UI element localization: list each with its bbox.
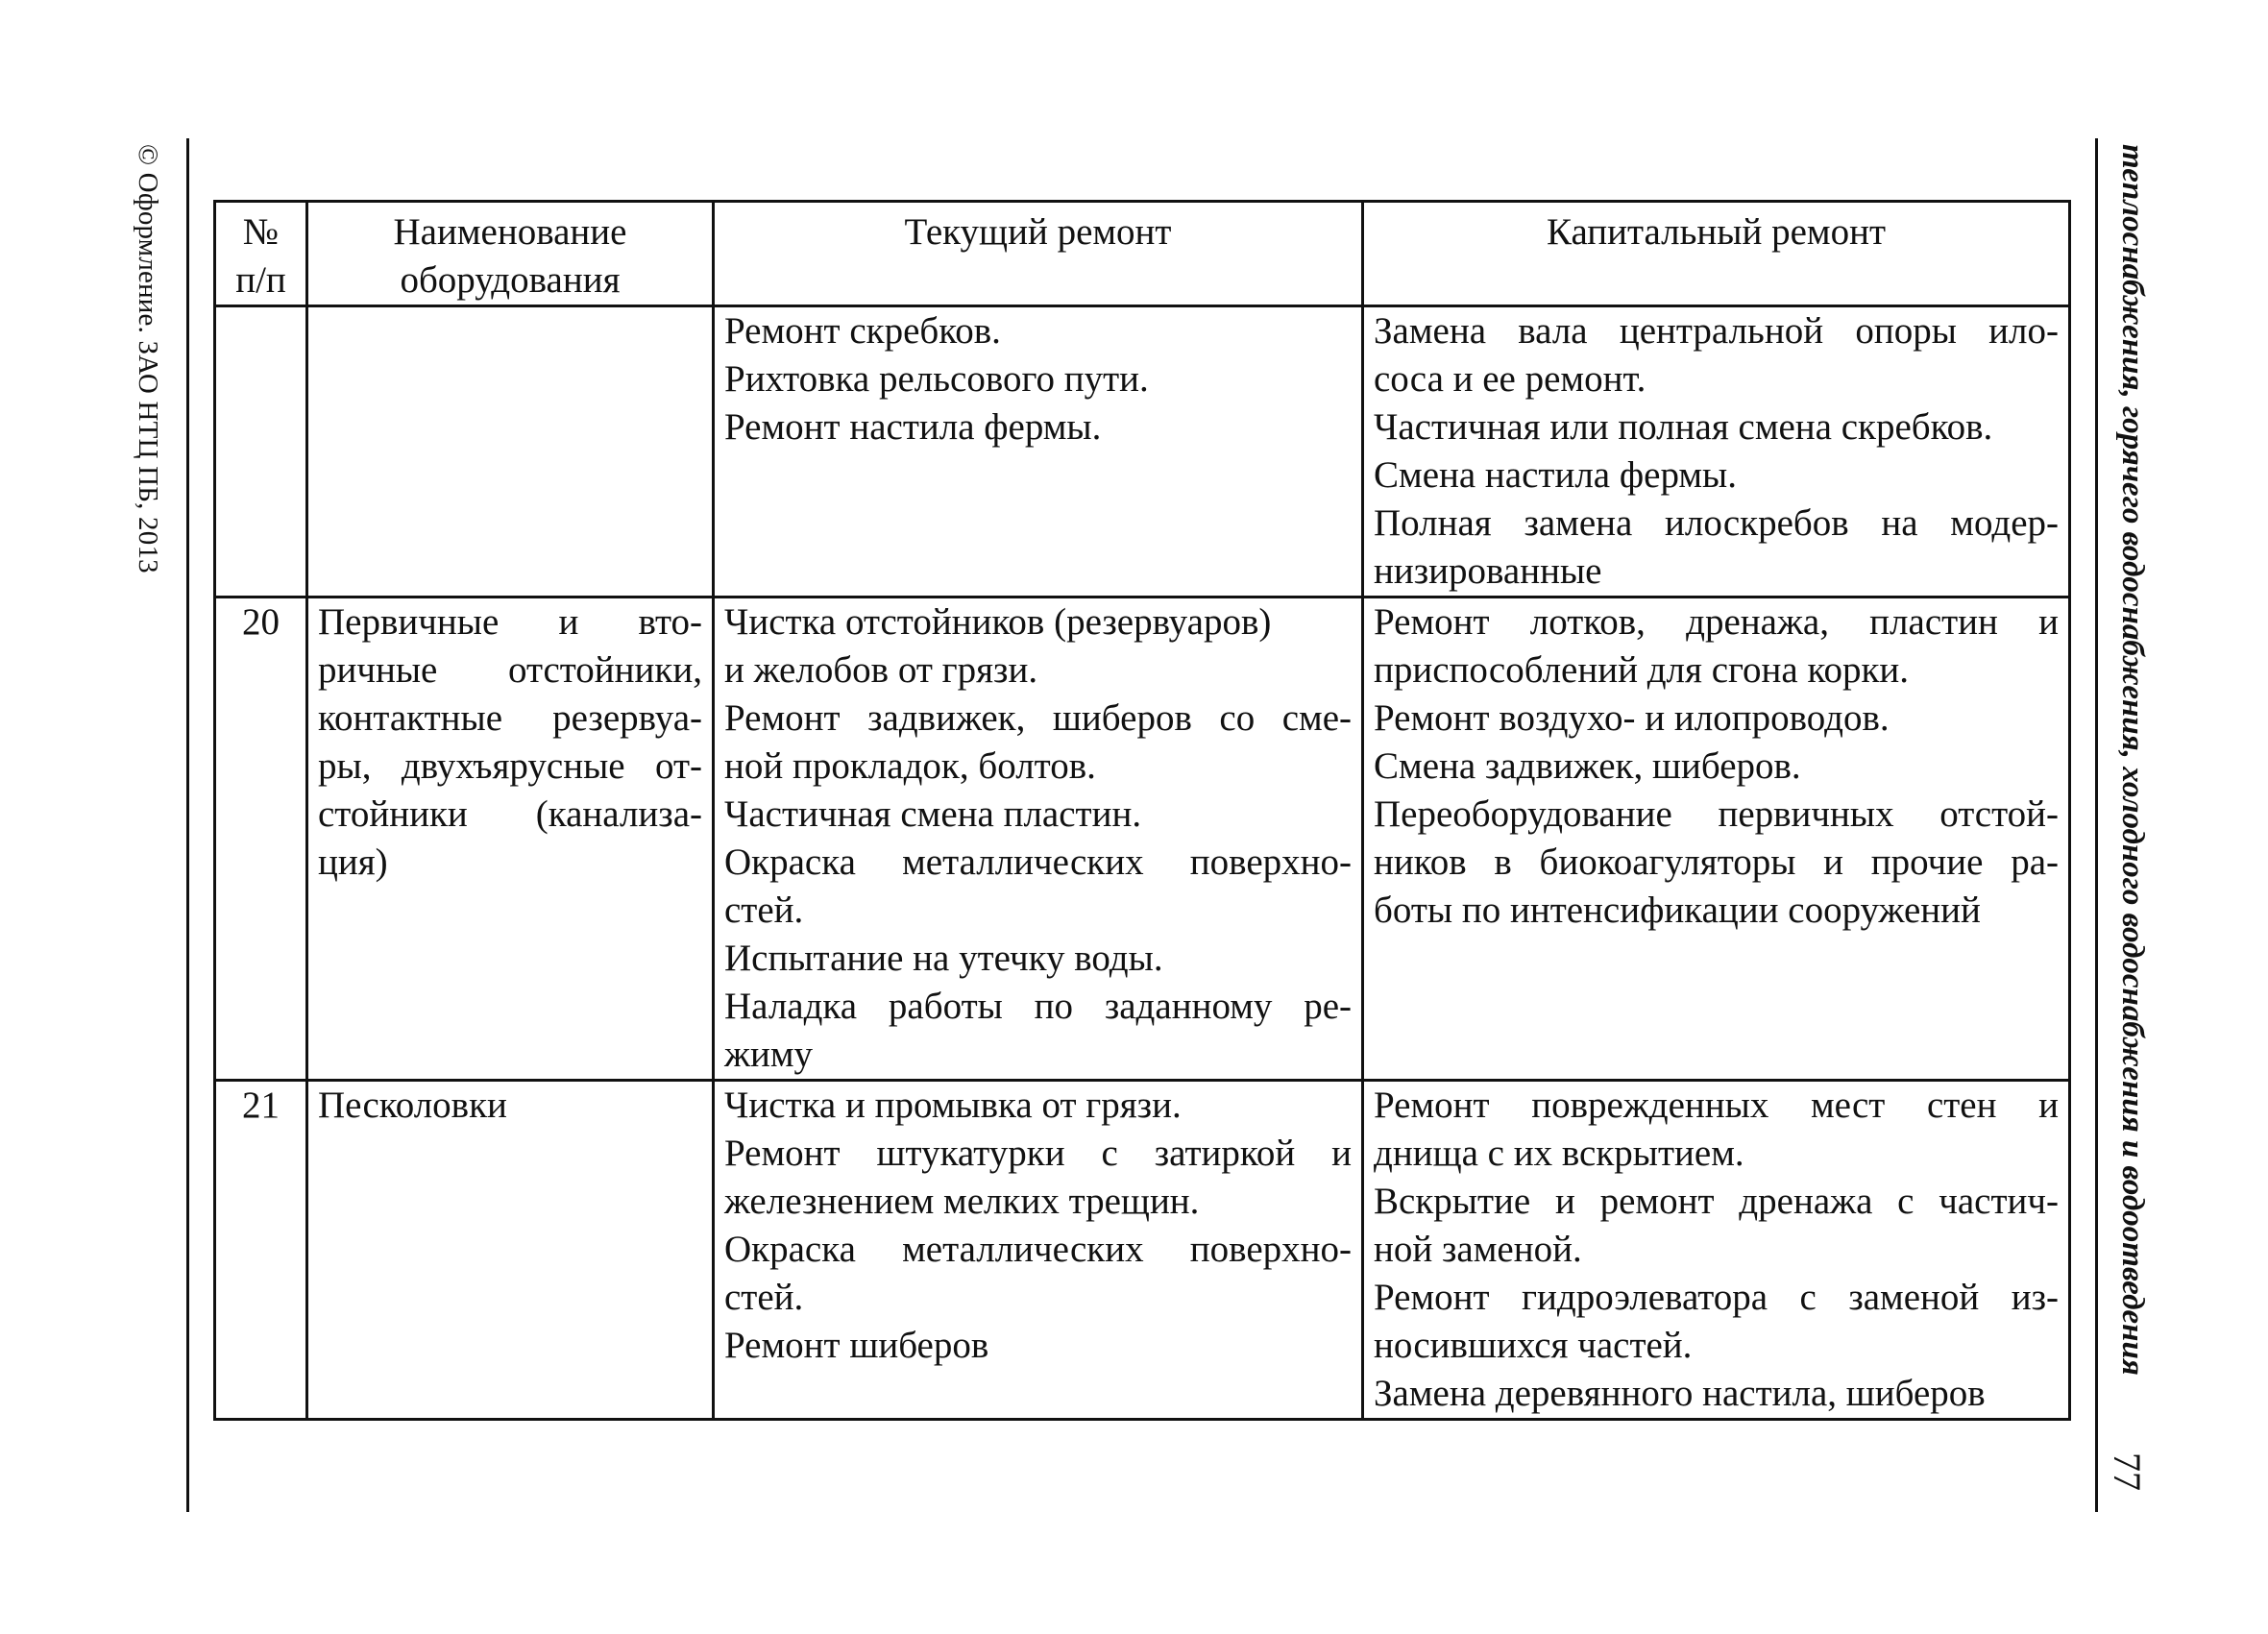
cell-line: Окраска металлических поверхно- (724, 1229, 1352, 1270)
header-name-line2: оборудования (400, 259, 621, 301)
table-header-row (215, 202, 2070, 306)
cell-line: Рихтовка рельсового пути. (724, 358, 1149, 400)
cell-line: Смена настила фермы. (1374, 454, 1737, 496)
cell-line: стей. (724, 1277, 804, 1318)
header-current-label: Текущий ремонт (904, 211, 1172, 253)
cell-line: ной заменой. (1374, 1229, 1582, 1270)
current-repair-cell (714, 1081, 1363, 1420)
cell-line: ры, двухъярусные от- (318, 745, 702, 787)
header-name-line1: Наименование (393, 211, 627, 253)
cell-line: Частичная или полная смена скребков. (1374, 406, 1993, 448)
header-number-line1: № (242, 211, 280, 253)
cell-line: Чистка отстойников (резервуаров) (724, 601, 1272, 643)
cell-line: днища с их вскрытием. (1374, 1133, 1744, 1174)
cell-line: Чистка и промывка от грязи. (724, 1085, 1182, 1126)
row-number: 20 (215, 598, 307, 1081)
header-capital-label: Капитальный ремонт (1546, 211, 1887, 253)
running-title: теплоснабжения, горячего водоснабжения, холодного водоснабжения и водоотведения (2115, 144, 2150, 1376)
equipment-name-cell (307, 598, 714, 1081)
cell-line: Ремонт воздухо- и илопроводов. (1374, 697, 1890, 739)
cell-line: Ремонт шиберов (724, 1325, 989, 1366)
cell-line: Смена задвижек, шиберов. (1374, 745, 1801, 787)
cell-line: ричные отстойники, (318, 649, 702, 691)
cell-line: Окраска металлических поверхно- (724, 841, 1352, 883)
header-number (215, 202, 307, 306)
cell-line: Ремонт задвижек, шиберов со сме- (724, 697, 1352, 739)
cell-line: Ремонт поврежденных мест стен и (1374, 1085, 2059, 1126)
current-repair-cell (714, 306, 1363, 598)
row-number (215, 306, 307, 598)
row-number: 21 (215, 1081, 307, 1420)
current-repair-cell (714, 598, 1363, 1081)
cell-line: Полная замена илоскребов на модер- (1374, 502, 2059, 544)
table-row (215, 306, 2070, 598)
equipment-name-cell (307, 1081, 714, 1420)
header-equipment-name (307, 202, 714, 306)
cell-line: Замена деревянного настила, шиберов (1374, 1373, 1986, 1414)
cell-line: Замена вала центральной опоры ило- (1374, 310, 2059, 352)
copyright-notice: © Оформление. ЗАО НТЦ ПБ, 2013 (133, 144, 163, 573)
cell-line: железнением мелких трещин. (724, 1181, 1200, 1222)
equipment-name-cell (307, 306, 714, 598)
header-capital-repair (1363, 202, 2070, 306)
cell-line: жиму (724, 1034, 813, 1075)
cell-line: Вскрытие и ремонт дренажа с частич- (1374, 1181, 2059, 1222)
table-row (215, 598, 2070, 1081)
capital-repair-cell (1363, 306, 2070, 598)
cell-line: стойники (канализа- (318, 793, 702, 835)
cell-line: Переоборудование первичных отстой- (1374, 793, 2059, 835)
header-current-repair (714, 202, 1363, 306)
cell-line: и желобов от грязи. (724, 649, 1038, 691)
repair-table (213, 200, 2071, 1421)
cell-line: Первичные и вто- (318, 601, 702, 643)
cell-line: Ремонт гидроэлеватора с заменой из- (1374, 1277, 2059, 1318)
cell-line: стей. (724, 890, 804, 931)
cell-line: ников в биокоагуляторы и прочие ра- (1374, 841, 2059, 883)
cell-line: ной прокладок, болтов. (724, 745, 1096, 787)
header-number-line2: п/п (235, 259, 286, 301)
cell-line: Песколовки (318, 1085, 507, 1126)
cell-line: приспособлений для сгона корки. (1374, 649, 1910, 691)
cell-line: низированные (1374, 550, 1602, 592)
cell-line: Ремонт скребков. (724, 310, 1001, 352)
table-row (215, 1081, 2070, 1420)
right-margin-rule (2095, 138, 2098, 1512)
cell-line: соса и ее ремонт. (1374, 358, 1646, 400)
cell-line: Частичная смена пластин. (724, 793, 1142, 835)
capital-repair-cell (1363, 1081, 2070, 1420)
capital-repair-cell (1363, 598, 2070, 1081)
cell-line: контактные резервуа- (318, 697, 702, 739)
left-margin-rule (186, 138, 189, 1512)
cell-line: Испытание на утечку воды. (724, 938, 1163, 979)
cell-line: Ремонт штукатурки с затиркой и (724, 1133, 1352, 1174)
cell-line: ция) (318, 841, 388, 883)
cell-line: боты по интенсификации сооружений (1374, 890, 1981, 931)
cell-line: носившихся частей. (1374, 1325, 1693, 1366)
cell-line: Наладка работы по заданному ре- (724, 986, 1352, 1027)
cell-line: Ремонт настила фермы. (724, 406, 1102, 448)
page-number: 77 (2106, 1452, 2149, 1491)
cell-line: Ремонт лотков, дренажа, пластин и (1374, 601, 2059, 643)
